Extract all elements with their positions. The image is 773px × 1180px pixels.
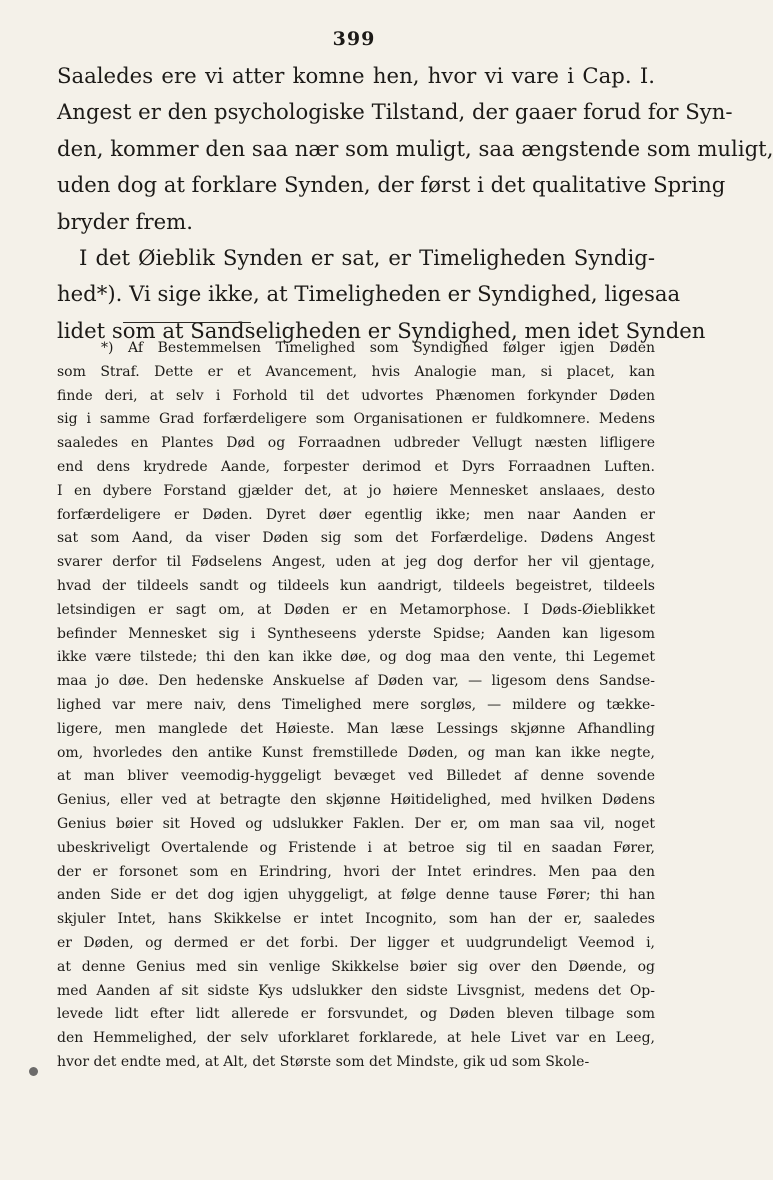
footnote-line: ubeskriveligt Overtalende og Fristende i at betroe sig til en saadan Fører, — [57, 839, 655, 856]
footnote-line: levede lidt efter lidt allerede er forsvundet, og Døden bleven tilbage som — [57, 1006, 655, 1023]
footnote-line: befinder Mennesket sig i Syntheseens yderste Spidse; Aanden kan ligesom — [57, 625, 655, 642]
page-number: 399 — [332, 28, 376, 50]
footnote-line: at denne Genius med sin venlige Skikkelse bøier sig over den Døende, og — [57, 958, 655, 975]
footnote-line: maa jo døe. Den hedenske Anskuelse af Døden var, — ligesom dens Sandse- — [57, 673, 655, 690]
footnote-line: med Aanden af sit sidste Kys udslukker den sidste Livsgnist, medens det Op- — [57, 982, 655, 999]
body-line: lidet som at Sandseligheden er Syndighed, men idet Synden — [57, 317, 706, 343]
footnote-line: forfærdeligere er Døden. Dyret døer egentlig ikke; men naar Aanden er — [57, 506, 655, 523]
footnote-line: der er forsonet som en Erindring, hvori der Intet erindres. Men paa den — [57, 863, 655, 880]
body-line: bryder frem. — [57, 208, 193, 234]
footnote-line: sat som Aand, da viser Døden sig som det Forfærdelige. Dødens Angest — [57, 530, 655, 547]
body-text — [57, 58, 773, 349]
footnote-line: *) Af Bestemmelsen Timelighed som Syndighed følger igjen Døden — [101, 340, 655, 356]
body-line: hed*). Vi sige ikke, at Timeligheden er Syndighed, ligesaa — [57, 281, 681, 307]
body-line: Angest er den psychologiske Tilstand, der gaaer forud for Syn- — [57, 99, 733, 125]
footnote-line: I en dybere Forstand gjælder det, at jo høiere Mennesket anslaaes, desto — [57, 482, 655, 499]
footnote-line: svarer derfor til Fødselens Angest, uden at jeg dog derfor her vil gjentage, — [57, 554, 655, 571]
footnote-line: letsindigen er sagt om, at Døden er en Metamorphose. I Døds-Øieblikket — [57, 601, 655, 618]
body-line: den, kommer den saa nær som muligt, saa ængstende som muligt, — [57, 135, 773, 161]
footnote-line: end dens krydrede Aande, forpester derimod et Dyrs Forraadnen Luften. — [57, 458, 655, 475]
footnote-line: skjuler Intet, hans Skikkelse er intet Incognito, som han der er, saaledes — [57, 911, 655, 928]
footnote-line: finde deri, at selv i Forhold til det udvortes Phænomen forkynder Døden — [57, 387, 655, 404]
footnote-line: den Hemmelighed, der selv uforklaret forklarede, at hele Livet var en Leeg, — [57, 1030, 655, 1047]
footnote-line: ligere, men manglede det Høieste. Man læse Lessings skjønne Afhandling — [57, 720, 655, 737]
body-line: uden dog at forklare Synden, der først i det qualitative Spring — [57, 172, 726, 198]
footnote-line: Genius, eller ved at betragte den skjønne Høitidelighed, med hvilken Dødens — [57, 792, 655, 809]
footnote-line: hvor det endte med, at Alt, det Største som det Mindste, gik ud som Skole- — [57, 1053, 590, 1070]
body-line: Saaledes ere vi atter komne hen, hvor vi vare i Cap. I. — [57, 63, 655, 88]
footnote-line: at man bliver veemodig-hyggeligt bevæget ved Billedet af denne sovende — [57, 768, 655, 785]
footnote-line: anden Side er det dog igjen uhyggeligt, at følge denne tause Fører; thi han — [57, 887, 655, 904]
footnote-divider — [123, 322, 251, 323]
footnote-line: ikke være tilstede; thi den kan ikke døe, og dog maa den vente, thi Legemet — [57, 649, 655, 666]
footnote-line: er Døden, og dermed er det forbi. Der ligger et uudgrundeligt Veemod i, — [57, 934, 655, 951]
footnote — [57, 337, 655, 1075]
body-line: I det Øieblik Synden er sat, er Timeligheden Syndig- — [79, 244, 655, 270]
footnote-line: Genius bøier sit Hoved og udslukker Faklen. Der er, om man saa vil, noget — [57, 815, 655, 832]
ink-blot-mark — [29, 1067, 38, 1076]
footnote-line: lighed var mere naiv, dens Timelighed mere sorgløs, — mildere og tække- — [57, 696, 655, 713]
footnote-line: om, hvorledes den antike Kunst fremstillede Døden, og man kan ikke negte, — [57, 744, 655, 761]
footnote-line: sig i samme Grad forfærdeligere som Organisationen er fuldkomnere. Medens — [57, 411, 655, 428]
footnote-line: saaledes en Plantes Død og Forraadnen udbreder Vellugt næsten lifligere — [57, 435, 655, 452]
footnote-line: hvad der tildeels sandt og tildeels kun aandrigt, tildeels begeistret, tildeels — [57, 577, 655, 594]
footnote-line: som Straf. Dette er et Avancement, hvis Analogie man, si placet, kan — [57, 363, 655, 380]
